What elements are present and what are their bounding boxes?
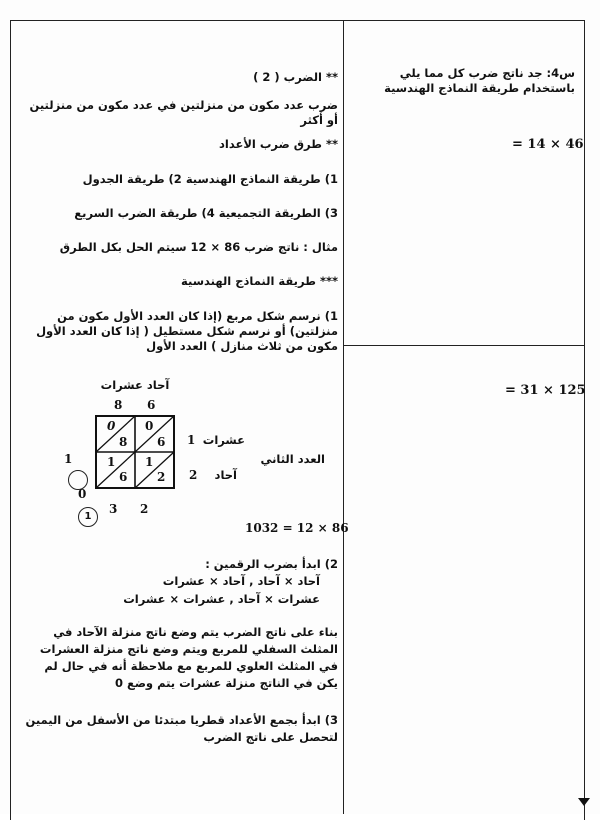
carry-circle-bottom: 1 xyxy=(78,507,98,527)
cell-b-tens: 0 xyxy=(145,419,154,433)
example-line: مثال : ناتج ضرب 86 × 12 سيتم الحل بكل الطرق xyxy=(59,240,338,254)
step-2-line-1: آحاد × آحاد , آحاد × عشرات xyxy=(162,574,320,588)
methods-heading: ** طرق ضرب الأعداد xyxy=(219,137,338,151)
left-zero-digit: 0 xyxy=(78,487,87,501)
result-equation: 1032 = 12 × 86 xyxy=(245,521,349,535)
question-4: س4: جد ناتج ضرب كل مما يلي باستخدام طريقة النماذج الهندسية xyxy=(384,66,575,95)
step-1: 1) نرسم شكل مربع (إذا كان العدد الأول مكون من منزلتين) أو نرسم شكل مستطيل ( إذا كان العدد الأول مكون من ثلاث منازل ) العدد الأول xyxy=(36,309,338,353)
cell-d-tens: 1 xyxy=(145,455,154,469)
step-2-line-2: عشرات × آحاد , عشرات × عشرات xyxy=(123,592,320,606)
cell-d-ones: 2 xyxy=(157,470,166,484)
top-digit-8: 8 xyxy=(114,398,123,412)
lesson-intro: ضرب عدد مكون من منزلتين في عدد مكون من منزلتين أو أكثر xyxy=(29,98,338,127)
row2-place-label: آحاد xyxy=(214,468,237,482)
right-column-separator xyxy=(343,345,585,346)
lesson-heading: ** الضرب ( 2 ) xyxy=(253,70,338,84)
step-2-heading: 2) ابدأ بضرب الرقمين : xyxy=(205,557,338,571)
cell-a-tens: 0 xyxy=(107,419,116,433)
corner-marker-icon xyxy=(578,798,590,806)
problem-1: = 14 × 46 xyxy=(512,137,584,152)
lattice-grid xyxy=(95,415,175,489)
problem-2: = 31 × 125 xyxy=(505,383,586,398)
cell-c-ones: 6 xyxy=(119,470,128,484)
methods-line-1: 1) طريقة النماذج الهندسية 2) طريقة الجدول xyxy=(82,172,338,186)
step-3: 3) ابدأ بجمع الأعداد قطريا مبتدئا من الأسفل من اليمين لتحصل على ناتج الضرب xyxy=(25,713,338,744)
cell-b-ones: 6 xyxy=(157,435,166,449)
left-carry-digit: 1 xyxy=(64,452,73,466)
row1-place-label: عشرات xyxy=(202,433,245,447)
methods-line-2: 3) الطريقة التجميعية 4) طريقة الضرب السريع xyxy=(74,206,338,220)
result-digit-2: 2 xyxy=(140,502,149,516)
row1-digit: 1 xyxy=(187,433,196,447)
column-divider xyxy=(343,20,344,814)
cell-c-tens: 1 xyxy=(107,455,116,469)
second-number-label: العدد الثاني xyxy=(260,452,325,466)
top-place-label: آحاد عشرات xyxy=(100,378,170,392)
top-digit-6: 6 xyxy=(147,398,156,412)
row2-digit: 2 xyxy=(189,468,198,482)
geometric-method-heading: *** طريقة النماذج الهندسية xyxy=(181,274,338,288)
cell-a-ones: 8 xyxy=(119,435,128,449)
result-digit-3: 3 xyxy=(109,502,118,516)
explanation-paragraph: بناء على ناتج الضرب يتم وضع ناتج منزلة الآحاد في المثلث السفلي للمربع ويتم وضع ناتج منزلة العشرات في المثلث العلوي للمربع مع ملاحظة أنه في حال لم يكن في الناتج منزلة عشرات يتم وضع 0 xyxy=(39,625,338,690)
